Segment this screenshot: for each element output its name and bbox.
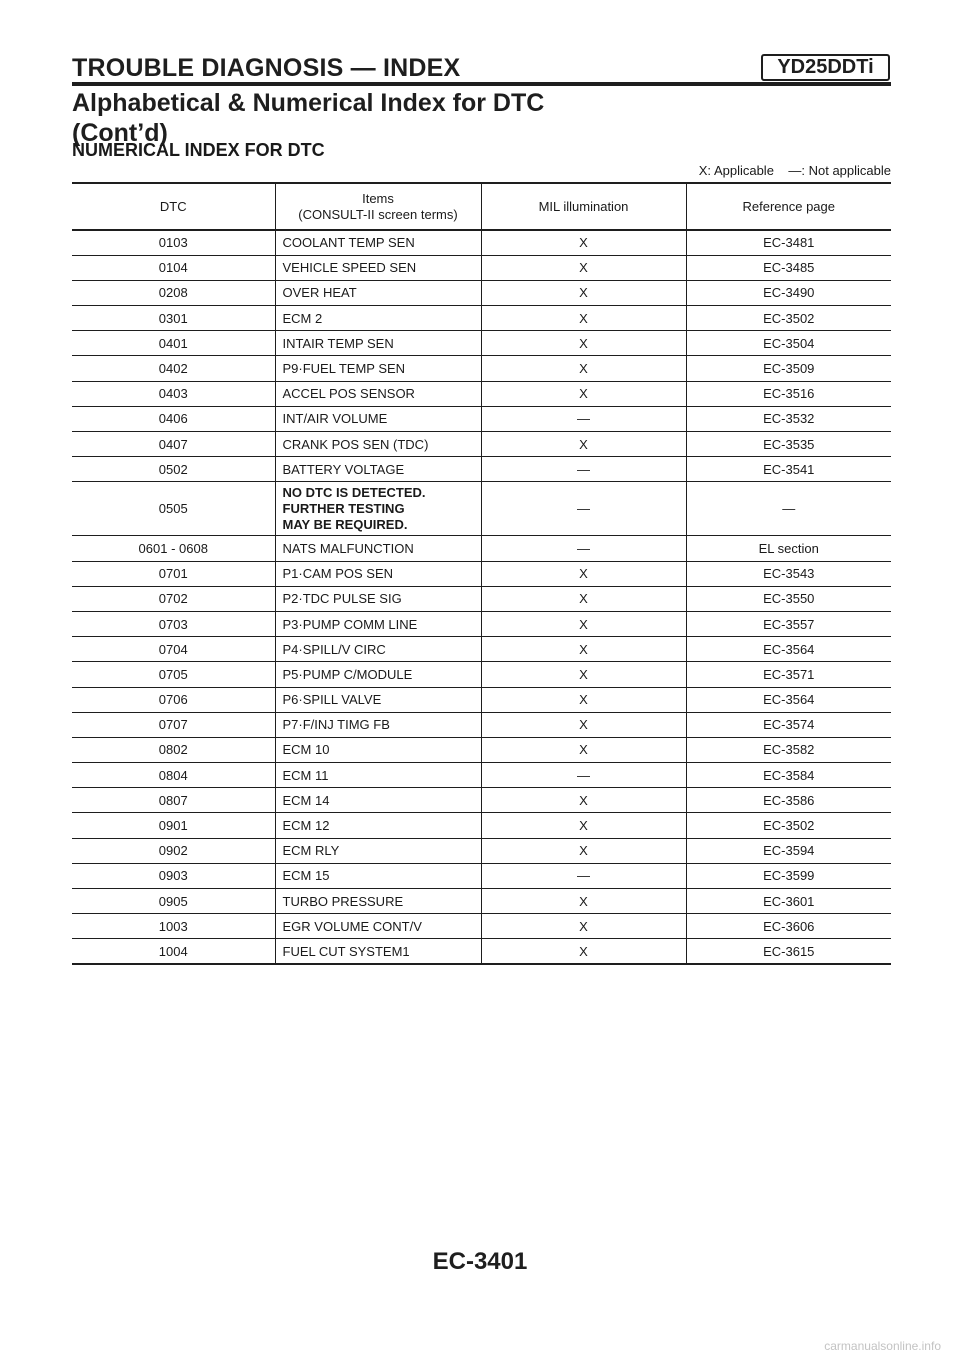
dtc-cell: 0502 xyxy=(158,461,188,477)
reference-cell: EC-3564 xyxy=(686,637,891,662)
dtc-cell: 0208 xyxy=(158,285,188,301)
table-row xyxy=(72,813,891,838)
header-mil: MIL illumination xyxy=(481,183,686,230)
reference-cell: EC-3601 xyxy=(686,889,891,914)
items-cell: P2·TDC PULSE SIG xyxy=(275,586,481,611)
table-row xyxy=(72,331,891,356)
reference-cell: EC-3516 xyxy=(686,381,891,406)
legend-text: X: Applicable —: Not applicable xyxy=(698,163,891,178)
mil-cell: X xyxy=(481,280,686,305)
page-number: EC-3401 xyxy=(432,1248,528,1275)
items-cell: ACCEL POS SENSOR xyxy=(275,381,481,406)
reference-cell: EC-3485 xyxy=(686,255,891,280)
items-cell: P7·F/INJ TIMG FB xyxy=(275,712,481,737)
reference-cell: EC-3490 xyxy=(686,280,891,305)
dtc-cell: 0701 xyxy=(158,566,188,582)
dtc-cell: 0705 xyxy=(158,666,188,682)
mil-cell: X xyxy=(481,914,686,939)
reference-cell: EC-3550 xyxy=(686,586,891,611)
mil-cell: — xyxy=(481,482,686,536)
items-cell: P4·SPILL/V CIRC xyxy=(275,637,481,662)
table-row xyxy=(72,712,891,737)
items-cell: ECM 2 xyxy=(275,306,481,331)
items-cell: NO DTC IS DETECTED. FURTHER TESTING MAY BE REQUIRED. xyxy=(275,482,481,536)
mil-cell: X xyxy=(481,432,686,457)
mil-cell: X xyxy=(481,255,686,280)
dtc-cell: 0902 xyxy=(158,843,188,859)
reference-cell: EC-3502 xyxy=(686,306,891,331)
dtc-cell: 0901 xyxy=(158,818,188,834)
header-title: TROUBLE DIAGNOSIS — INDEX xyxy=(72,54,461,82)
items-cell: NATS MALFUNCTION xyxy=(275,536,481,561)
dtc-cell: 0407 xyxy=(158,436,188,452)
dtc-cell: 0804 xyxy=(158,767,188,783)
items-cell: INT/AIR VOLUME xyxy=(275,406,481,431)
mil-cell: X xyxy=(481,939,686,964)
table-row xyxy=(72,406,891,431)
reference-cell: EC-3586 xyxy=(686,788,891,813)
table-row xyxy=(72,356,891,381)
mil-cell: — xyxy=(481,457,686,482)
mil-cell: X xyxy=(481,331,686,356)
mil-cell: X xyxy=(481,306,686,331)
mil-cell: — xyxy=(481,763,686,788)
mil-cell: — xyxy=(481,536,686,561)
dtc-cell: 0103 xyxy=(158,235,188,251)
mil-cell: X xyxy=(481,230,686,255)
reference-cell: EC-3599 xyxy=(686,863,891,888)
dtc-cell: 0104 xyxy=(158,260,188,276)
dtc-cell: 0402 xyxy=(158,361,188,377)
table-row xyxy=(72,561,891,586)
dtc-cell: 0403 xyxy=(158,386,188,402)
dtc-cell: 0703 xyxy=(158,616,188,632)
watermark: carmanualsonline.info xyxy=(824,1339,941,1353)
reference-cell: — xyxy=(686,482,891,536)
items-cell: P3·PUMP COMM LINE xyxy=(275,611,481,636)
items-cell: FUEL CUT SYSTEM1 xyxy=(275,939,481,964)
items-cell: VEHICLE SPEED SEN xyxy=(275,255,481,280)
table-row xyxy=(72,737,891,762)
items-cell: ECM 12 xyxy=(275,813,481,838)
reference-cell: EC-3543 xyxy=(686,561,891,586)
reference-cell: EC-3532 xyxy=(686,406,891,431)
table-row xyxy=(72,482,891,536)
items-cell: ECM 10 xyxy=(275,737,481,762)
dtc-cell: 0702 xyxy=(158,591,188,607)
dtc-cell: 0903 xyxy=(158,868,188,884)
table-row xyxy=(72,611,891,636)
mil-cell: X xyxy=(481,788,686,813)
header-dtc: DTC xyxy=(159,198,187,214)
table-row xyxy=(72,763,891,788)
dtc-cell: 0601 - 0608 xyxy=(138,540,208,556)
items-cell: OVER HEAT xyxy=(275,280,481,305)
items-cell: P9·FUEL TEMP SEN xyxy=(275,356,481,381)
items-cell: CRANK POS SEN (TDC) xyxy=(275,432,481,457)
items-cell: P1·CAM POS SEN xyxy=(275,561,481,586)
dtc-cell: 0905 xyxy=(158,893,188,909)
table-row xyxy=(72,381,891,406)
dtc-cell: 0301 xyxy=(158,310,188,326)
reference-cell: EC-3584 xyxy=(686,763,891,788)
reference-cell: EC-3509 xyxy=(686,356,891,381)
reference-cell: EC-3541 xyxy=(686,457,891,482)
header-items-line1: Items xyxy=(362,190,394,206)
dtc-cell: 0802 xyxy=(158,742,188,758)
table-row xyxy=(72,536,891,561)
table-row xyxy=(72,586,891,611)
header-reference: Reference page xyxy=(686,183,891,230)
dtc-cell: 1004 xyxy=(158,943,188,959)
mil-cell: X xyxy=(481,381,686,406)
table-row xyxy=(72,637,891,662)
table-row xyxy=(72,662,891,687)
reference-cell: EC-3594 xyxy=(686,838,891,863)
header-items xyxy=(275,183,481,230)
items-cell: ECM RLY xyxy=(275,838,481,863)
table-row xyxy=(72,838,891,863)
dtc-cell: 0401 xyxy=(158,335,188,351)
table-row xyxy=(72,306,891,331)
table-row xyxy=(72,788,891,813)
mil-cell: X xyxy=(481,586,686,611)
items-cell: ECM 11 xyxy=(275,763,481,788)
mil-cell: X xyxy=(481,611,686,636)
items-cell: ECM 15 xyxy=(275,863,481,888)
dtc-cell: 0706 xyxy=(158,692,188,708)
table-row xyxy=(72,432,891,457)
table-row xyxy=(72,863,891,888)
dtc-cell: 0406 xyxy=(158,411,188,427)
table-row xyxy=(72,889,891,914)
table-header-row xyxy=(72,183,891,230)
reference-cell: EC-3535 xyxy=(686,432,891,457)
reference-cell: EC-3481 xyxy=(686,230,891,255)
header-rule xyxy=(72,82,891,86)
items-cell: P5·PUMP C/MODULE xyxy=(275,662,481,687)
reference-cell: EC-3571 xyxy=(686,662,891,687)
header-subtitle: Alphabetical & Numerical Index for DTC (Cont’d) xyxy=(72,89,545,147)
header-items-line2: (CONSULT-II screen terms) xyxy=(298,206,458,222)
reference-cell: EC-3574 xyxy=(686,712,891,737)
items-cell: INTAIR TEMP SEN xyxy=(275,331,481,356)
reference-cell: EC-3504 xyxy=(686,331,891,356)
mil-cell: X xyxy=(481,838,686,863)
reference-cell: EC-3606 xyxy=(686,914,891,939)
table-row xyxy=(72,687,891,712)
dtc-table-container xyxy=(72,182,891,965)
mil-cell: X xyxy=(481,687,686,712)
items-cell: COOLANT TEMP SEN xyxy=(275,230,481,255)
table-row xyxy=(72,457,891,482)
items-cell: ECM 14 xyxy=(275,788,481,813)
table-row xyxy=(72,280,891,305)
mil-cell: X xyxy=(481,712,686,737)
items-cell: TURBO PRESSURE xyxy=(275,889,481,914)
mil-cell: X xyxy=(481,662,686,687)
items-cell: EGR VOLUME CONT/V xyxy=(275,914,481,939)
mil-cell: X xyxy=(481,737,686,762)
items-cell: BATTERY VOLTAGE xyxy=(275,457,481,482)
dtc-cell: 1003 xyxy=(158,918,188,934)
dtc-cell: 0505 xyxy=(158,501,188,517)
dtc-cell: 0704 xyxy=(158,641,188,657)
reference-cell: EC-3615 xyxy=(686,939,891,964)
reference-cell: EC-3582 xyxy=(686,737,891,762)
reference-cell: EC-3557 xyxy=(686,611,891,636)
mil-cell: X xyxy=(481,356,686,381)
mil-cell: — xyxy=(481,406,686,431)
items-cell: P6·SPILL VALVE xyxy=(275,687,481,712)
dtc-cell: 0807 xyxy=(158,792,188,808)
mil-cell: X xyxy=(481,889,686,914)
table-row xyxy=(72,939,891,964)
reference-cell: EC-3564 xyxy=(686,687,891,712)
engine-badge: YD25DDTi xyxy=(761,54,890,81)
section-title: NUMERICAL INDEX FOR DTC xyxy=(72,140,325,160)
mil-cell: — xyxy=(481,863,686,888)
table-row xyxy=(72,230,891,255)
reference-cell: EC-3502 xyxy=(686,813,891,838)
table-row xyxy=(72,914,891,939)
table-body xyxy=(72,230,891,964)
dtc-cell: 0707 xyxy=(158,717,188,733)
reference-cell: EL section xyxy=(686,536,891,561)
mil-cell: X xyxy=(481,813,686,838)
mil-cell: X xyxy=(481,637,686,662)
table-row xyxy=(72,255,891,280)
dtc-table xyxy=(72,182,891,965)
mil-cell: X xyxy=(481,561,686,586)
